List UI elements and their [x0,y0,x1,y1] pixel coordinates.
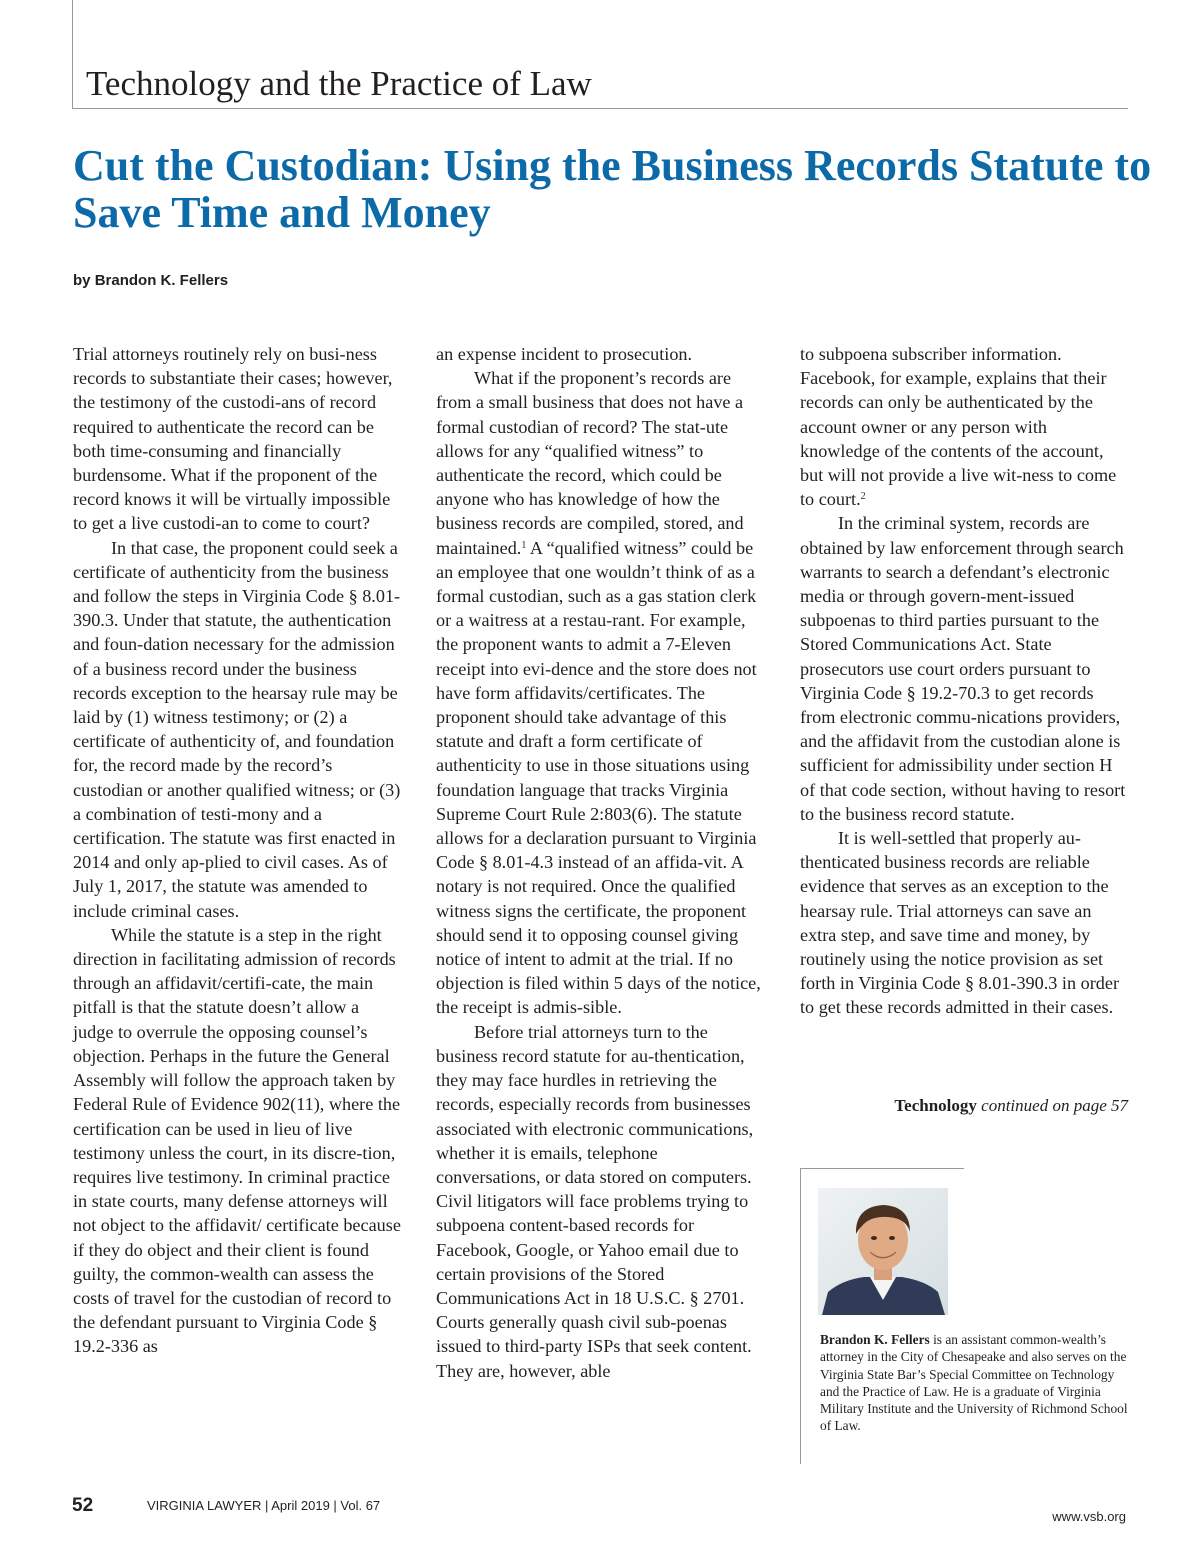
article-column-3 [800,342,1130,1020]
author-bio [820,1331,1128,1435]
footnote-ref-2[interactable]: 2 [860,491,866,503]
continued-text: continued on page 57 [981,1096,1128,1115]
paragraph-text: A “qualified witness” could be an employee that one wouldn’t think of as a formal custodian, such as a gas station clerk or a waitress at a restau-rant. For example, the proponent wants to admit a 7-Eleven receipt into evi-dence and the store does not have form affidavits/certificates. The proponent should take advantage of this statute and draft a form certificate of authenticity to use in those situations using foundation language that tracks Virginia Supreme Court Rule 2:803(6). The statute allows for a declaration pursuant to Virginia Code § 8.01-4.3 instead of an affida-vit. A notary is not required. Once the qualified witness signs the certificate, the proponent should send it to opposing counsel giving notice of intent to admit at the trial. If no objection is filed within 5 days of the notice, the receipt is admis-sible. [436,537,761,1018]
author-name: Brandon K. Fellers [94,272,229,289]
author-photo [818,1188,948,1315]
bio-name: Brandon K. Fellers [820,1332,930,1347]
page-number: 52 [72,1495,94,1516]
footnote-ref-1[interactable]: 1 [521,539,527,551]
website-link[interactable]: www.vsb.org [1052,1509,1126,1524]
article-headline: Cut the Custodian: Using the Business Records Statute to Save Time and Money [73,141,1152,237]
paragraph [800,342,1130,511]
author-portrait-icon [818,1188,948,1315]
section-title: Technology and the Practice of Law [86,64,592,103]
bio-rule-horizontal [800,1168,964,1169]
bio-text: is an assistant common-wealth’s attorney in the City of Chesapeake and also serves on the Virginia State Bar’s Special Committee on Technology and the Practice of Law. He is a graduate of Virginia Military Institute and the University of Richmond School of Law. [820,1332,1128,1434]
paragraph-text: What if the proponent’s records are from a small business that does not have a formal custodian of record? The stat-ute allows for any “qualified witness” to authenticate the record, which could be anyone who has knowledge of how the business records are compiled, stored, and maintained. [436,368,744,558]
byline-prefix: by [73,272,91,289]
paragraph: Trial attorneys routinely rely on busi-ness records to substantiate their cases; however, the testimony of the custodi-ans of record required to authenticate the record can be both time-consuming and financially burdensome. What if the proponent of the record knows it will be virtually impossible to get a live custodi-an to come to court? [73,344,393,534]
continued-keyword: Technology [894,1096,977,1115]
bio-rule-vertical [800,1168,801,1464]
paragraph: While the statute is a step in the right direction in facilitating admission of records through an affidavit/certifi-cate, the main pitfall is that the statute doesn’t allow a judge to overrule the opposing counsel’s objection. Perhaps in the future the General Assembly will follow the approach taken by Federal Rule of Evidence 902(11), where the certification can be used in lieu of live testimony unless the court, in its discre-tion, requires live testimony. In criminal practice in state courts, many defense attorneys will not object to the affidavit/ certificate because if they do object and their client is found guilty, the common-wealth can assess the costs of travel for the custodian of record to the defendant pursuant to Virginia Code § 19.2-336 as [73,924,401,1357]
section-rule-horizontal [72,108,1128,109]
section-rule-vertical [72,0,73,108]
paragraph: Before trial attorneys turn to the business record statute for au-thentication, they may face hurdles in retrieving the records, especially records from businesses associated with electronic communications, whether it is emails, telephone conversations, or data stored on computers. Civil litigators will face problems trying to subpoena content-based records for Facebook, Google, or Yahoo email due to certain provisions of the Stored Communications Act in 18 U.S.C. § 2701. Courts generally quash civil sub-poenas issued to third-party ISPs that seek content. They are, however, able [436,1021,754,1381]
article-column-1 [73,342,403,1359]
publication-info: VIRGINIA LAWYER | April 2019 | Vol. 67 [147,1498,381,1513]
continued-note[interactable] [894,1096,1128,1116]
paragraph: In that case, the proponent could seek a certificate of authenticity from the business and follow the steps in Virginia Code § 8.01-390.3. Under that statute, the authentication and foun-dation necessary for the admission of a business record under the business records exception to the hearsay rule may be laid by (1) witness testimony; or (2) a certificate of authenticity of, and foundation for, the record made by the record’s custodian or another qualified witness; or (3) a combination of testi-mony and a certification. The statute was first enacted in 2014 and only ap-plied to civil cases. As of July 1, 2017, the statute was amended to include criminal cases. [73,537,401,921]
article-column-2 [436,342,766,1383]
paragraph [436,366,766,1019]
paragraph: In the criminal system, records are obtained by law enforcement through search warrants to search a defendant’s electronic media or through govern-ment-issued subpoenas to third parties pursuant to the Stored Communications Act. State prosecutors use court orders pursuant to Virginia Code § 19.2-70.3 to get records from electronic commu-nications providers, and the affidavit from the custodian alone is sufficient for admissibility under section H of that code section, without having to resort to the business record statute. [800,513,1126,824]
paragraph: an expense incident to prosecution. [436,344,693,364]
paragraph-text: to subpoena subscriber information. Facebook, for example, explains that their records can only be authenticated by the account owner or any person with knowledge of the contents of the account, but will not provide a live wit-ness to come to court. [800,344,1117,510]
byline [73,272,228,289]
paragraph: It is well-settled that properly au-thenticated business records are reliable evidence that serves as an exception to the hearsay rule. Trial attorneys can save an extra step, and save time and money, by routinely using the notice provision as set forth in Virginia Code § 8.01-390.3 in order to get these records admitted in their cases. [800,828,1119,1018]
